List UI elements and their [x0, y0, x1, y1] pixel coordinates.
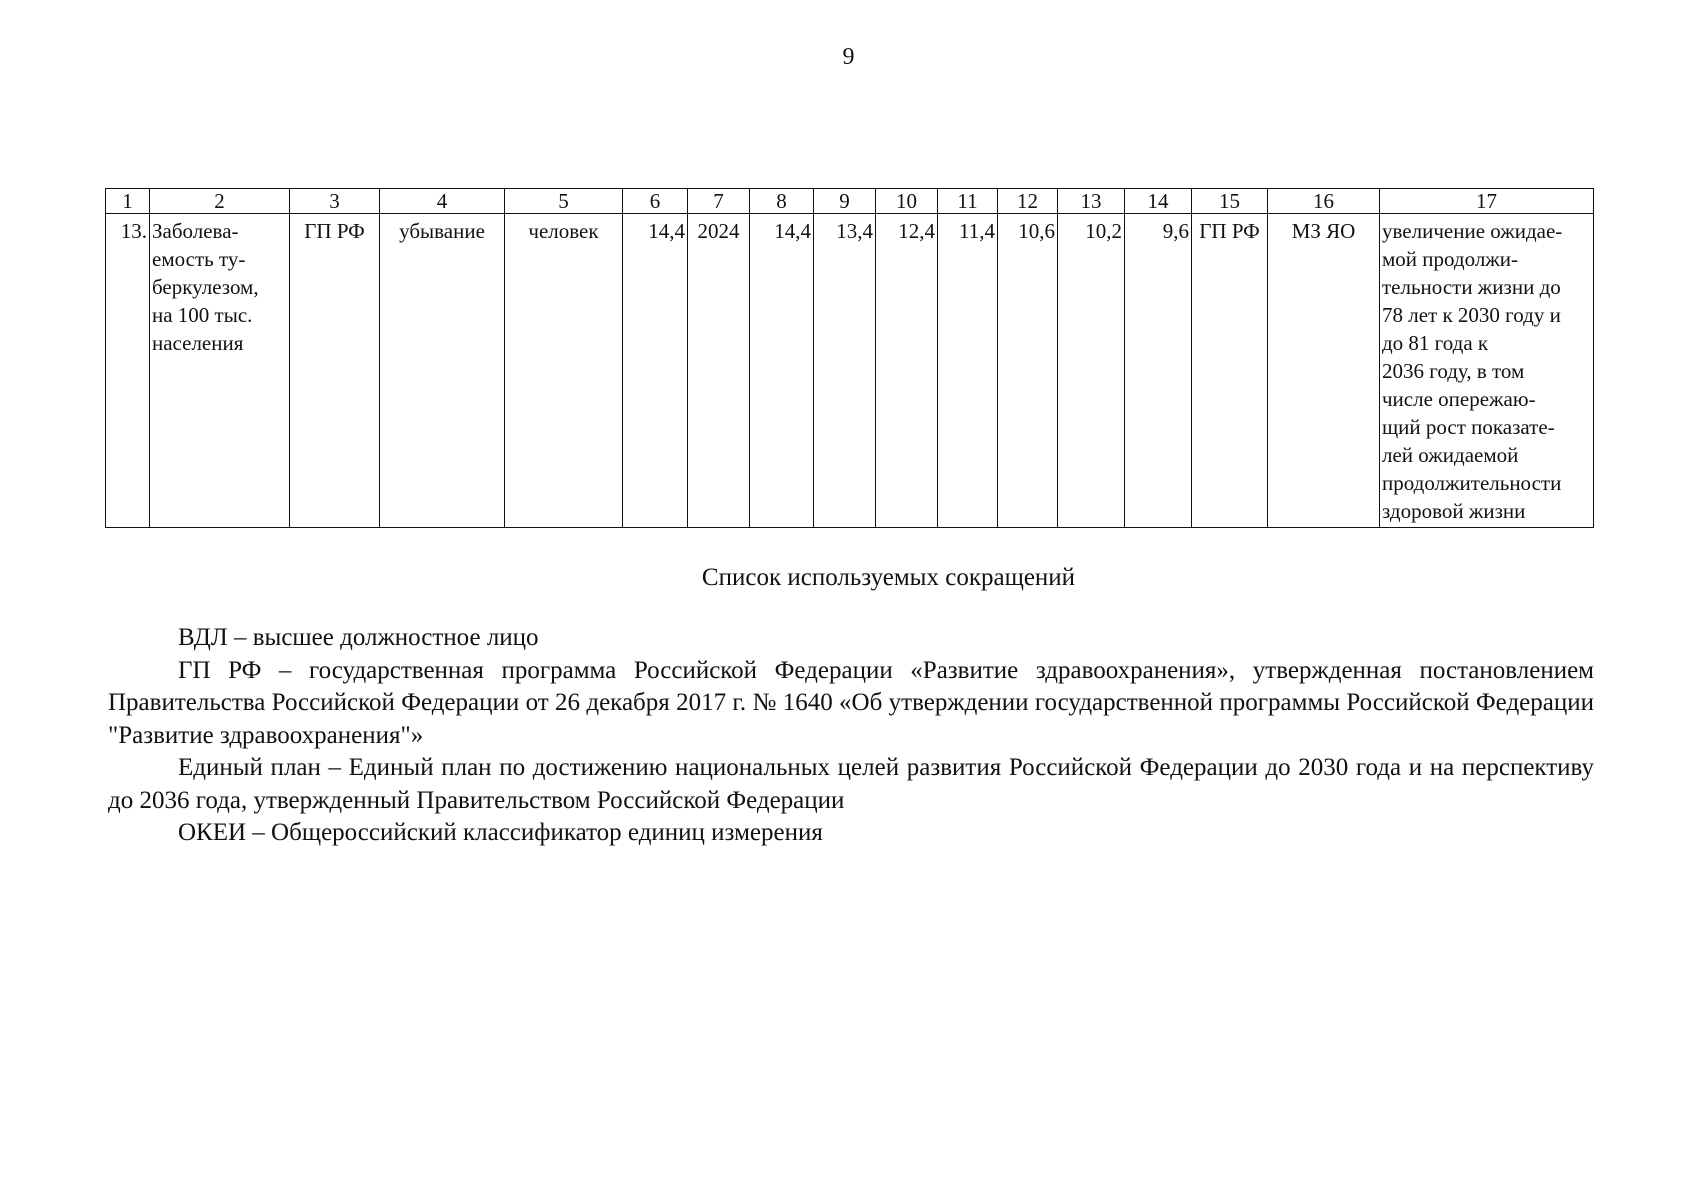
header-cell: 11 [938, 189, 998, 214]
abbreviations-list [108, 622, 1594, 850]
header-cell: 1 [106, 189, 150, 214]
abbreviation-item: ГП РФ – государственная программа Российской Федерации «Развитие здравоохранения», утвержденная постановлением Правительства Российской Федерации от 26 декабря 2017 г. № 1640 «Об утверждении государственной программы Российской Федерации "Развитие здравоохранения"» [108, 656, 1594, 749]
base-value-cell: 14,4 [623, 214, 688, 528]
responsible-cell: МЗ ЯО [1268, 214, 1380, 528]
indicators-table [105, 188, 1594, 528]
header-cell: 2 [150, 189, 290, 214]
abbreviation-item: Единый план – Единый план по достижению национальных целей развития Российской Федерации до 2030 года и на перспективу до 2036 года, утвержденный Правительством Российской Федерации [108, 754, 1594, 814]
indicator-name: Заболева- емость ту- беркулезом, на 100 тыс. населения [150, 214, 290, 528]
header-cell: 6 [623, 189, 688, 214]
value-cell: 11,4 [938, 214, 998, 528]
header-cell: 10 [876, 189, 938, 214]
header-cell: 15 [1192, 189, 1268, 214]
document-cell: ГП РФ [1192, 214, 1268, 528]
goal-cell: увеличение ожидае- мой продолжи- тельности жизни до 78 лет к 2030 году и до 81 года к 2036 году, в том числе опережаю- щий рост показате- лей ожидаемой продолжительности здоровой жизни [1380, 214, 1594, 528]
abbreviations-title: Список используемых сокращений [701, 564, 1076, 591]
abbreviation-item: ОКЕИ – Общероссийский классификатор единиц измерения [178, 819, 823, 846]
unit-cell: человек [505, 214, 623, 528]
value-cell: 9,6 [1125, 214, 1192, 528]
direction-cell: убывание [380, 214, 505, 528]
header-cell: 8 [750, 189, 814, 214]
header-cell: 14 [1125, 189, 1192, 214]
value-cell: 10,2 [1058, 214, 1125, 528]
table-header-row [106, 189, 1594, 214]
source-cell: ГП РФ [290, 214, 380, 528]
header-cell: 3 [290, 189, 380, 214]
value-cell: 12,4 [876, 214, 938, 528]
header-cell: 9 [814, 189, 876, 214]
header-cell: 13 [1058, 189, 1125, 214]
header-cell: 5 [505, 189, 623, 214]
header-cell: 12 [998, 189, 1058, 214]
table-row [106, 214, 1594, 528]
abbreviation-item: ВДЛ – высшее должностное лицо [178, 624, 539, 651]
value-cell: 14,4 [750, 214, 814, 528]
value-cell: 13,4 [814, 214, 876, 528]
value-cell: 10,6 [998, 214, 1058, 528]
header-cell: 4 [380, 189, 505, 214]
header-cell: 7 [688, 189, 750, 214]
header-cell: 16 [1268, 189, 1380, 214]
header-cell: 17 [1380, 189, 1594, 214]
base-year-cell: 2024 [688, 214, 750, 528]
page-number: 9 [842, 44, 855, 70]
row-number: 13. [106, 214, 150, 528]
